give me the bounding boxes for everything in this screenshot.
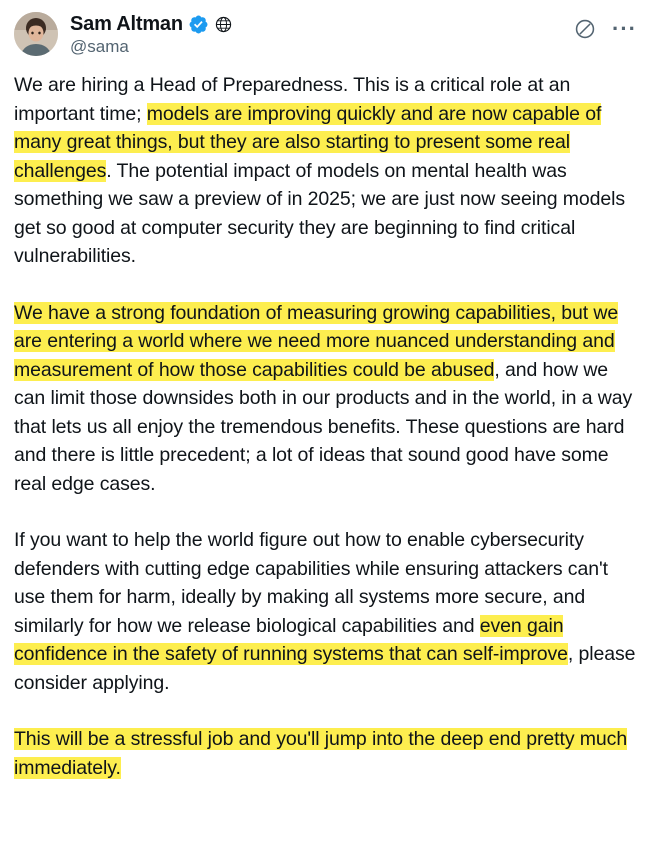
text-segment: We are hiring a Head of Preparedness. This is a critical role at an important time; bbox=[14, 74, 571, 125]
grok-icon[interactable] bbox=[574, 18, 596, 40]
tweet-text bbox=[14, 71, 637, 782]
tweet-header-actions bbox=[574, 12, 637, 40]
tweet-paragraph-3 bbox=[14, 526, 637, 697]
highlighted-text: models are improving quickly and are now capable of many great things, but they are also starting to present some real challenges bbox=[14, 102, 602, 182]
text-segment: . The potential impact of models on mental health was something we saw a preview of in 2025; we are just now seeing models get so good at computer security they are beginning to find critical vulnerabilities. bbox=[14, 159, 626, 268]
author-name-row bbox=[70, 13, 574, 35]
more-options-icon[interactable]: ··· bbox=[612, 16, 637, 41]
tweet-paragraph-4 bbox=[14, 725, 637, 782]
author-handle[interactable]: @sama bbox=[70, 37, 129, 56]
author-display-name[interactable]: Sam Altman bbox=[70, 13, 183, 35]
tweet-paragraph-1 bbox=[14, 71, 637, 271]
affiliate-globe-icon[interactable] bbox=[215, 16, 232, 33]
user-avatar-photo bbox=[14, 12, 58, 56]
avatar[interactable] bbox=[14, 12, 58, 56]
highlighted-text: This will be a stressful job and you'll jump into the deep end pretty much immediately. bbox=[14, 728, 628, 779]
tweet-paragraph-2 bbox=[14, 299, 637, 499]
highlighted-text: even gain confidence in the safety of running systems that can self-improve bbox=[14, 614, 568, 666]
highlighted-text: We have a strong foundation of measuring growing capabilities, but we are entering a world where we need more nuanced understanding and measurement of how those capabilities could be abused bbox=[14, 301, 619, 381]
tweet-header bbox=[14, 12, 637, 57]
text-segment: , please consider applying. bbox=[14, 643, 636, 694]
text-segment: , and how we can limit those downsides both in our products and in the world, in a way that lets us all enjoy the tremendous benefits. These questions are hard and there is little precedent; a lot of ideas that sound good have some real edge cases. bbox=[14, 358, 633, 495]
text-segment: If you want to help the world figure out how to enable cybersecurity defenders with cutting edge capabilities while ensuring attackers can't use them for harm, ideally by making all systems more secure, and similarly for how we release biological capabilities and bbox=[14, 529, 608, 637]
author-identity bbox=[70, 12, 574, 57]
verified-badge-icon bbox=[188, 14, 209, 35]
